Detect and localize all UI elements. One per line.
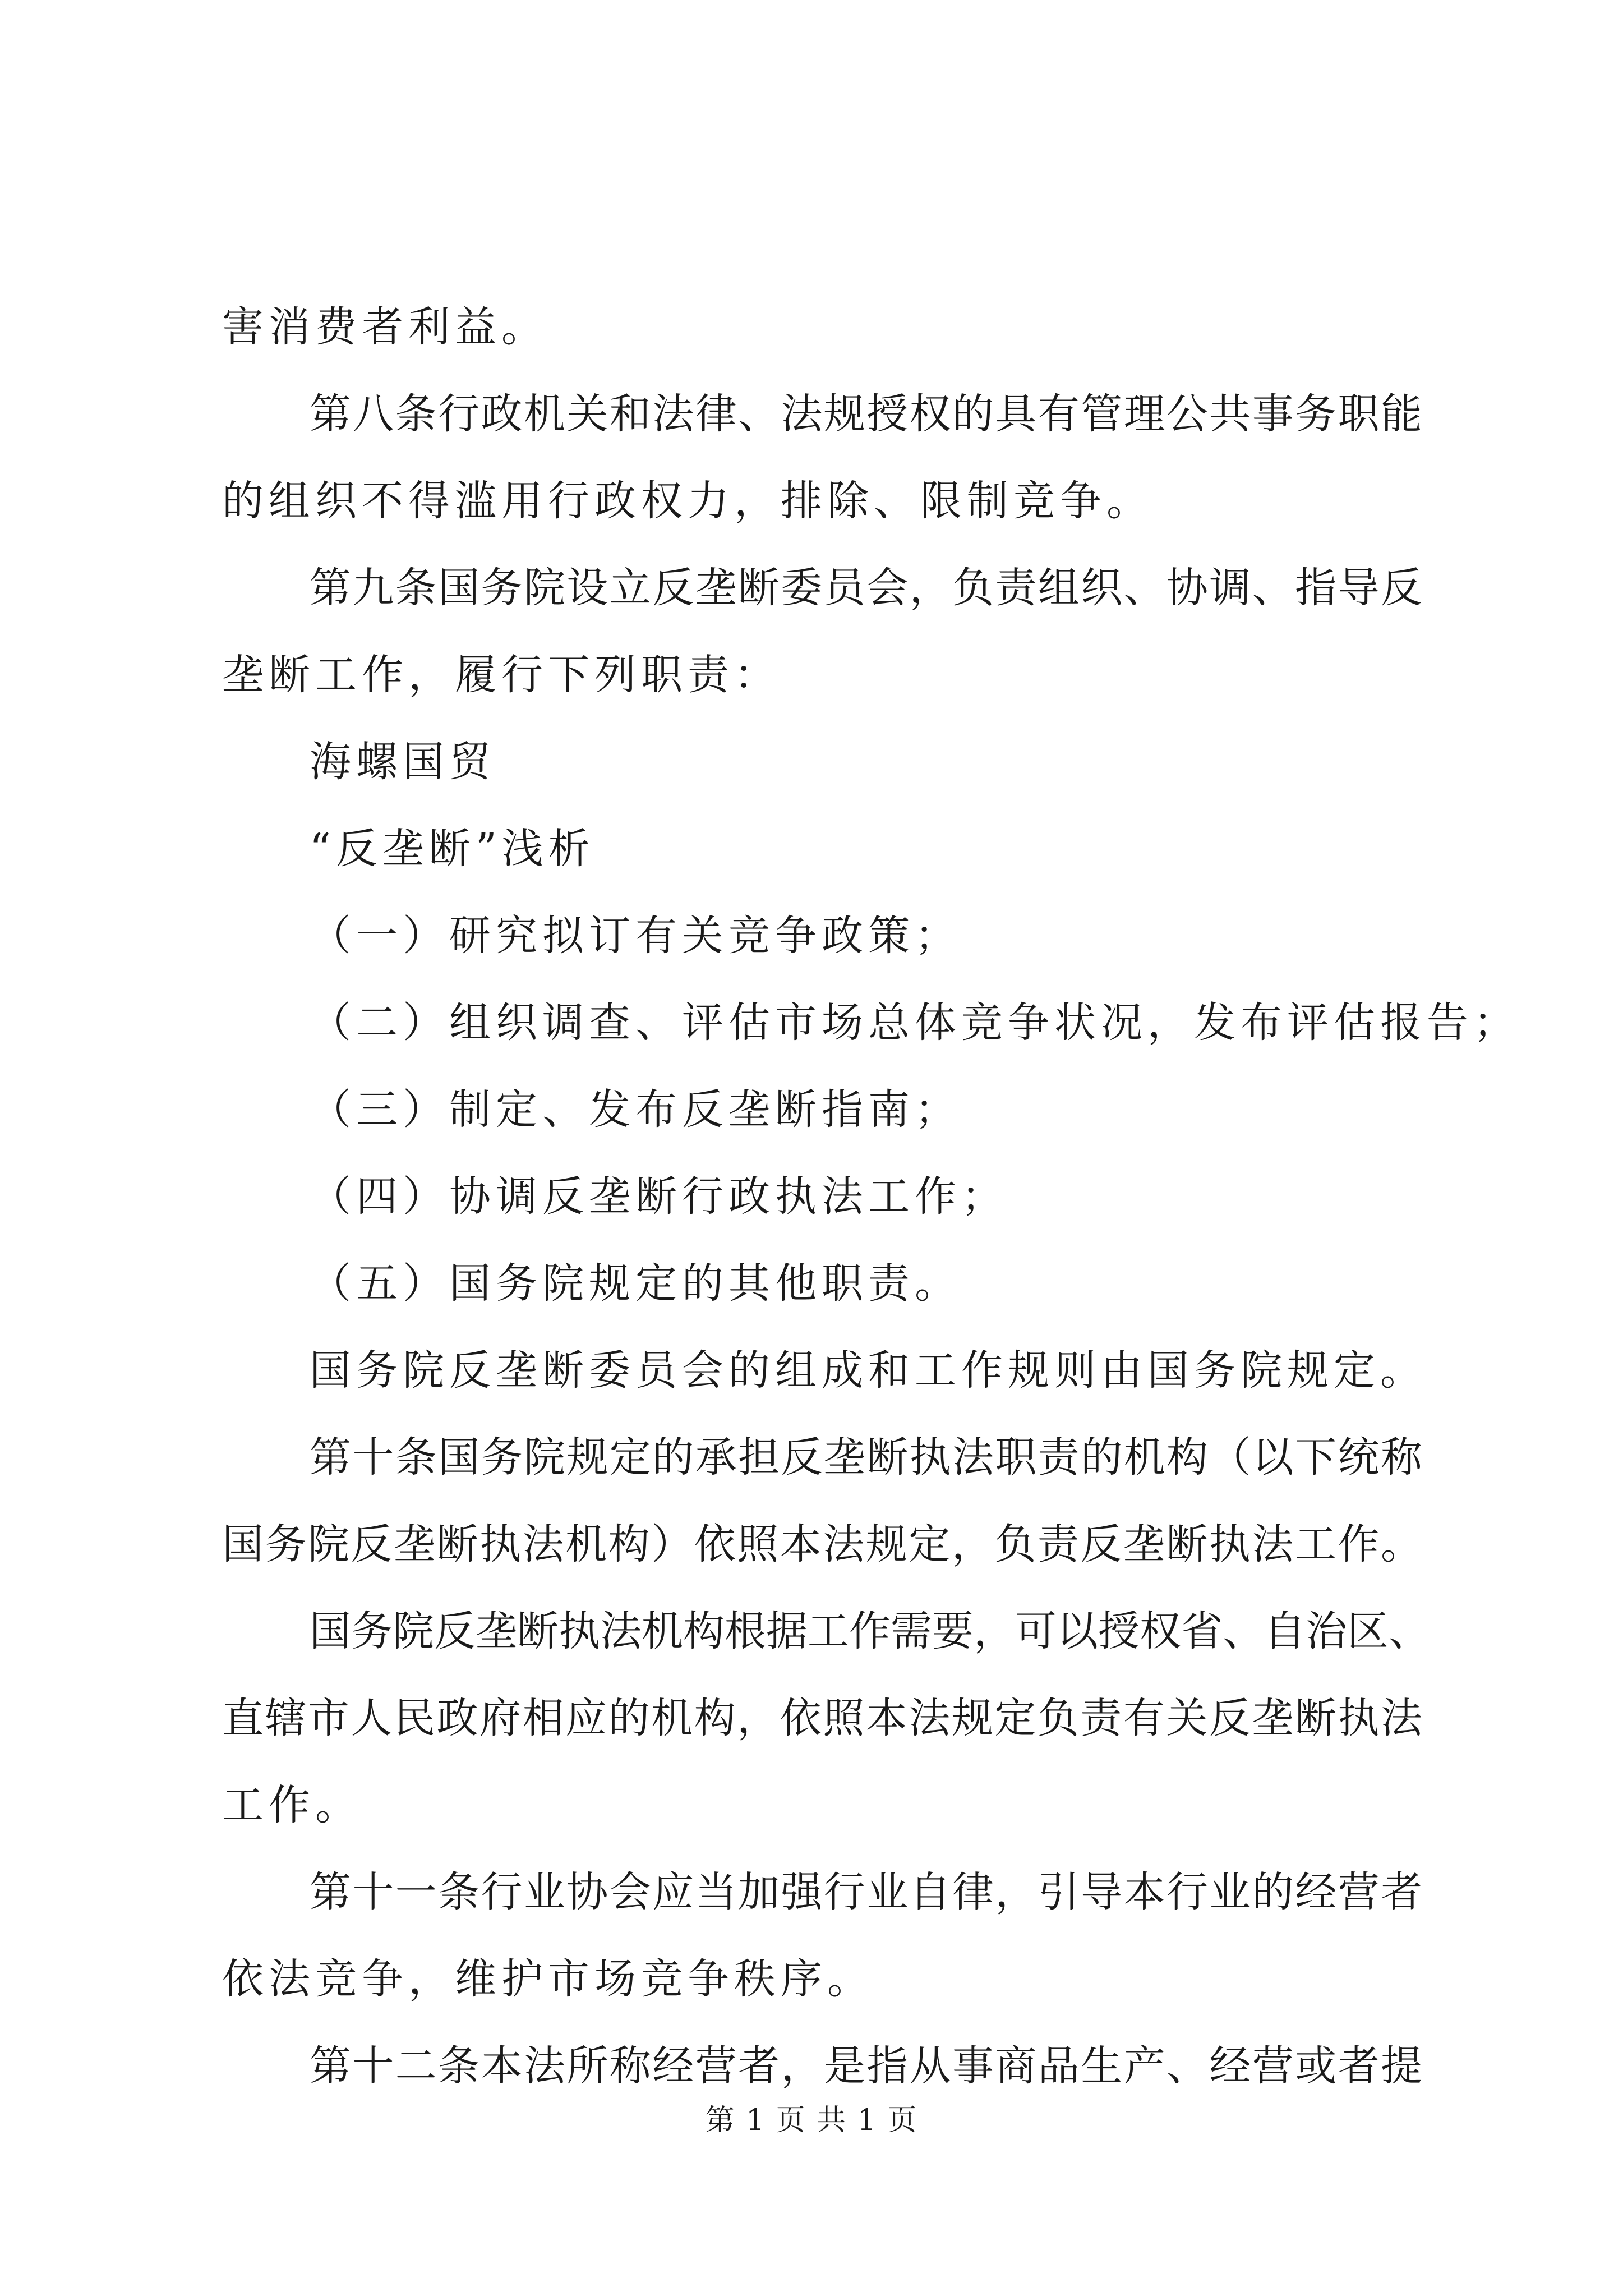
paragraph-line-6: 海螺国贸 xyxy=(310,738,496,786)
paragraph-line-1: 害消费者利益。 xyxy=(222,303,548,351)
list-item-2: （二）组织调查、评估市场总体竞争状况，发布评估报告； xyxy=(310,999,1520,1047)
paragraph-line-17: 直辖市人民政府相应的机构，依照本法规定负责有关反垄断执法 xyxy=(222,1694,1422,1742)
paragraph-line-19: 第十一条行业协会应当加强行业自律，引导本行业的经营者 xyxy=(310,1868,1422,1916)
paragraph-line-18: 工作。 xyxy=(222,1781,362,1829)
paragraph-line-7: “反垄断”浅析 xyxy=(310,825,595,873)
paragraph-line-2: 第八条行政机关和法律、法规授权的具有管理公共事务职能 xyxy=(310,390,1422,438)
paragraph-line-5: 垄断工作，履行下列职责： xyxy=(222,651,781,699)
page-number-footer: 第 1 页 共 1 页 xyxy=(705,2104,918,2137)
paragraph-line-21: 第十二条本法所称经营者，是指从事商品生产、经营或者提 xyxy=(310,2042,1422,2090)
list-item-1: （一）研究拟订有关竞争政策； xyxy=(310,912,961,960)
paragraph-line-14: 第十条国务院规定的承担反垄断执法职责的机构（以下统称 xyxy=(310,1433,1422,1481)
paragraph-line-15: 国务院反垄断执法机构）依照本法规定，负责反垄断执法工作。 xyxy=(222,1520,1422,1568)
list-item-5: （五）国务院规定的其他职责。 xyxy=(310,1259,961,1308)
paragraph-line-13: 国务院反垄断委员会的组成和工作规则由国务院规定。 xyxy=(310,1346,1427,1395)
paragraph-line-3: 的组织不得滥用行政权力，排除、限制竞争。 xyxy=(222,477,1153,525)
list-item-3: （三）制定、发布反垄断指南； xyxy=(310,1085,961,1134)
paragraph-line-20: 依法竞争，维护市场竞争秩序。 xyxy=(222,1955,874,2003)
paragraph-line-16: 国务院反垄断执法机构根据工作需要，可以授权省、自治区、 xyxy=(310,1607,1430,1655)
list-item-4: （四）协调反垄断行政执法工作； xyxy=(310,1172,1008,1221)
paragraph-line-4: 第九条国务院设立反垄断委员会，负责组织、协调、指导反 xyxy=(310,564,1422,612)
